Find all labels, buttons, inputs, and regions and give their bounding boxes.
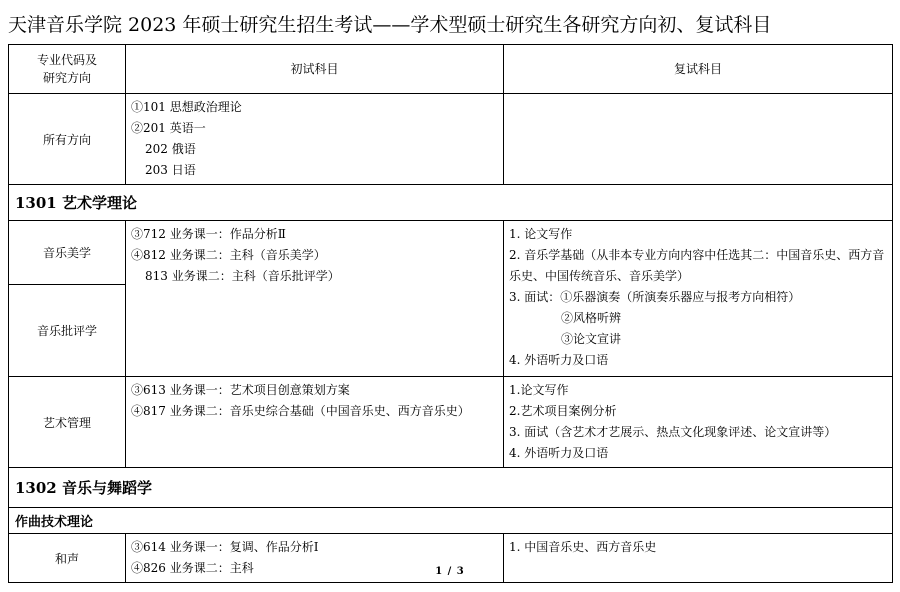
retest-line: ②风格听辨: [561, 311, 622, 325]
exam-arts-management: [126, 377, 504, 468]
label-music-criticism: 音乐批评学: [9, 285, 126, 377]
exam-line: 202 俄语: [145, 142, 196, 156]
exam-all-directions: [126, 94, 504, 185]
row-arts-management: [9, 377, 893, 468]
exam-line: ④812 业务课二：主科（音乐美学）: [131, 248, 326, 262]
exam-line: ④817 业务课二：音乐史综合基础（中国音乐史、西方音乐史）: [131, 404, 470, 418]
retest-line: ③论文宣讲: [561, 332, 622, 346]
header-retest: 复试科目: [504, 45, 893, 94]
retest-all-directions: [504, 94, 893, 185]
retest-line: 1. 中国音乐史、西方音乐史: [509, 540, 657, 554]
retest-line: 3. 面试：①乐器演奏（所演奏乐器应与报考方向相符）: [509, 290, 801, 304]
subsection-row: [9, 508, 893, 534]
exam-line: ③613 业务课一：艺术项目创意策划方案: [131, 383, 350, 397]
exam-line: ②201 英语一: [131, 121, 206, 135]
page-number: 1 / 3: [435, 566, 465, 577]
exam-line: ③712 业务课一：作品分析Ⅱ: [131, 227, 286, 241]
retest-line: 2. 音乐学基础（从非本专业方向内容中任选其二：中国音乐史、西方音乐史、中国传统音乐、音乐美学）: [509, 248, 885, 283]
header-initial-exam: 初试科目: [126, 45, 504, 94]
retest-line: 3. 面试（含艺术才艺展示、热点文化现象评述、论文宣讲等）: [509, 425, 837, 439]
exam-line: 203 日语: [145, 163, 196, 177]
exam-line: ④826 业务课二：主科: [131, 561, 254, 575]
retest-line: 4. 外语听力及口语: [509, 446, 609, 460]
header-direction-line: 研究方向: [42, 71, 91, 85]
section-row-1302: [9, 468, 893, 508]
retest-line: 2.艺术项目案例分析: [509, 404, 617, 418]
section-title-1301: 1301 艺术学理论: [9, 185, 893, 221]
label-all-directions: 所有方向: [9, 94, 126, 185]
label-arts-management: 艺术管理: [9, 377, 126, 468]
header-row: [9, 45, 893, 94]
section-title-1302: 1302 音乐与舞蹈学: [9, 468, 893, 508]
retest-line: 1.论文写作: [509, 383, 569, 397]
exam-line: ①101 思想政治理论: [131, 100, 242, 114]
retest-line: 1. 论文写作: [509, 227, 573, 241]
label-music-aesthetics: 音乐美学: [9, 221, 126, 285]
label-harmony: 和声: [9, 534, 126, 583]
row-music-aesthetics: [9, 221, 893, 285]
exam-line: 813 业务课二：主科（音乐批评学）: [145, 269, 340, 283]
exam-1301: [126, 221, 504, 377]
retest-arts-management: [504, 377, 893, 468]
subjects-table: [8, 44, 893, 583]
retest-line: 4. 外语听力及口语: [509, 353, 609, 367]
subsection-title: 作曲技术理论: [9, 508, 893, 534]
retest-1301: [504, 221, 893, 377]
section-row-1301: [9, 185, 893, 221]
row-all-directions: [9, 94, 893, 185]
document-title: 天津音乐学院 2023 年硕士研究生招生考试——学术型硕士研究生各研究方向初、复试科目: [8, 14, 772, 36]
exam-line: ③614 业务课一：复调、作品分析Ⅰ: [131, 540, 319, 554]
header-code-direction: [9, 45, 126, 94]
header-code-line: 专业代码及: [36, 53, 97, 67]
